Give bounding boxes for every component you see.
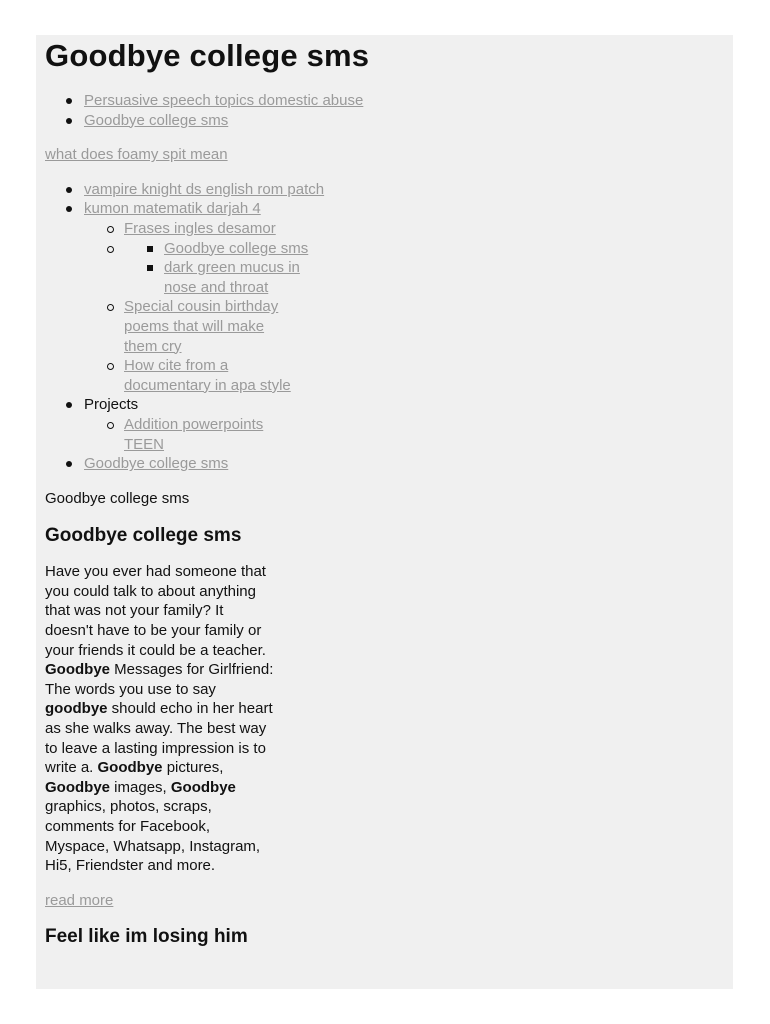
bullet-disc — [66, 118, 72, 124]
article-text: Have you ever had someone that you could talk to about anything that was not your family? It doesn't have to be your family or your friends it could be a teacher. — [45, 563, 266, 659]
bullet-disc — [66, 461, 72, 467]
link-goodbye-college-sms-3[interactable]: Goodbye college sms — [84, 455, 229, 473]
list-item — [84, 297, 724, 356]
article-body — [45, 562, 275, 876]
bullet-circle — [107, 304, 114, 311]
read-more-paragraph — [45, 891, 724, 911]
list-item — [45, 111, 724, 131]
article-bold: Goodbye — [45, 778, 111, 796]
list-item — [124, 258, 724, 297]
standalone-link-paragraph — [45, 145, 724, 165]
bullet-square — [147, 246, 153, 252]
read-more-link[interactable]: read more — [45, 891, 114, 909]
bullet-circle — [107, 363, 114, 370]
article-text: images, — [110, 778, 171, 796]
bullet-circle — [107, 246, 114, 253]
sub-list — [123, 415, 724, 454]
list-item — [84, 219, 724, 239]
link-vampire-knight[interactable]: vampire knight ds english rom patch — [84, 180, 325, 198]
link-goodbye-college-sms[interactable]: Goodbye college sms — [84, 111, 229, 129]
article-text: graphics, photos, scraps, comments for Facebook, Myspace, Whatsapp, Instagram, Hi5, Friendster and more. — [45, 798, 261, 875]
list-item — [84, 415, 724, 454]
article-bold: Goodbye — [170, 778, 236, 796]
plain-text: Goodbye college sms — [45, 489, 190, 507]
list-item — [45, 91, 724, 111]
link-dark-green-mucus[interactable]: dark green mucus in nose and throat — [164, 259, 300, 296]
article-bold: Goodbye — [97, 759, 163, 777]
bullet-circle — [107, 226, 114, 233]
bullet-disc — [66, 206, 72, 212]
page-container — [36, 35, 733, 989]
link-kumon[interactable]: kumon matematik darjah 4 — [84, 200, 261, 218]
article-text: pictures, — [162, 759, 224, 777]
bullet-disc — [66, 98, 72, 104]
list-item — [84, 239, 724, 298]
link-goodbye-college-sms-2[interactable]: Goodbye college sms — [164, 239, 309, 257]
article-bold: Goodbye — [45, 661, 111, 679]
sub-list — [123, 219, 724, 395]
article-text: should echo in her heart as she walks away. The best way to leave a lasting impression is to write a. — [45, 700, 273, 777]
next-heading: Feel like im losing him — [45, 926, 248, 948]
bullet-circle — [107, 422, 114, 429]
list-item — [45, 395, 724, 454]
link-frases-ingles[interactable]: Frases ingles desamor — [124, 219, 276, 237]
sub-sub-list — [124, 239, 724, 298]
page-title: Goodbye college sms — [45, 38, 370, 73]
link-persuasive-speech[interactable]: Persuasive speech topics domestic abuse — [84, 92, 364, 109]
link-addition-powerpoints[interactable]: Addition powerpoints TEEN — [124, 415, 264, 453]
link-cousin-birthday-poems[interactable]: Special cousin birthday poems that will make them cry — [124, 298, 279, 355]
top-link-list — [45, 91, 724, 130]
bullet-disc — [66, 402, 72, 408]
article-text: Messages for Girlfriend: The words you use to say — [45, 661, 274, 698]
section-heading: Goodbye college sms — [45, 525, 242, 547]
bullet-square — [147, 265, 153, 271]
projects-label: Projects — [84, 396, 139, 414]
list-item — [124, 239, 724, 259]
link-cite-documentary[interactable]: How cite from a documentary in apa style — [124, 357, 291, 394]
list-item — [84, 356, 724, 395]
article-bold: goodbye — [45, 700, 108, 718]
link-foamy-spit[interactable]: what does foamy spit mean — [45, 146, 228, 164]
bullet-disc — [66, 187, 72, 193]
list-item — [45, 180, 724, 200]
list-item — [45, 199, 724, 395]
nav-list — [45, 180, 724, 474]
list-item — [45, 454, 724, 474]
